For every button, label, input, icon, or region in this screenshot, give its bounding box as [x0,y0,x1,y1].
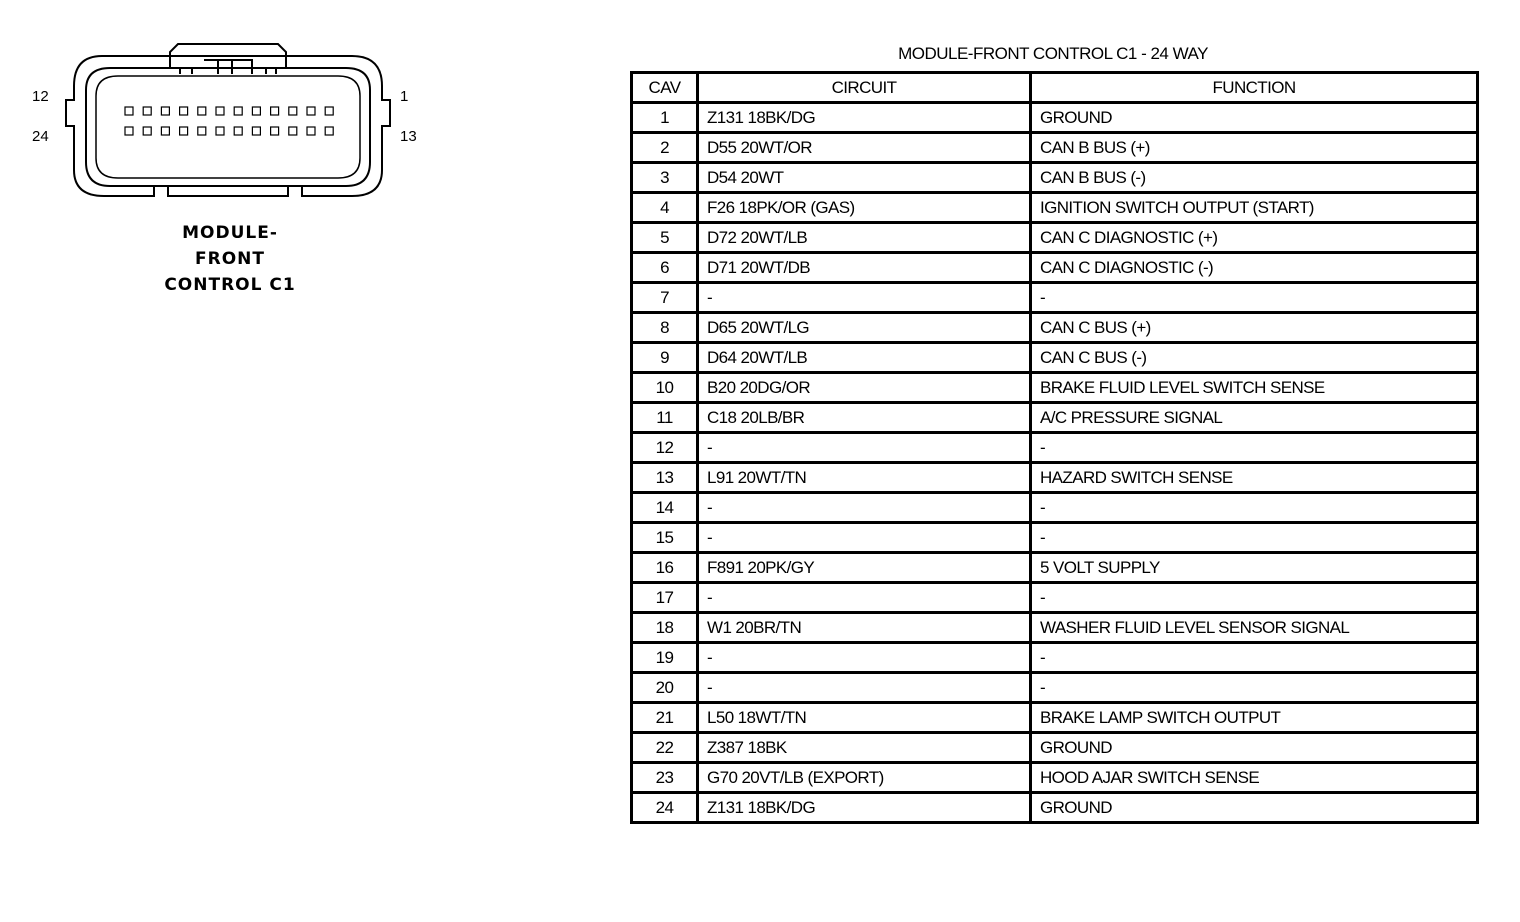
table-row [632,643,1478,673]
connector-pin [307,107,315,115]
cell-cav: 19 [632,643,698,673]
header-circuit: CIRCUIT [698,73,1031,103]
connector-pin [252,127,260,135]
cell-function: - [1031,493,1478,523]
cell-function: IGNITION SWITCH OUTPUT (START) [1031,193,1478,223]
cell-circuit: D64 20WT/LB [698,343,1031,373]
cell-function: CAN C BUS (-) [1031,343,1478,373]
cell-circuit: W1 20BR/TN [698,613,1031,643]
cell-function: - [1031,523,1478,553]
cell-cav: 10 [632,373,698,403]
connector-pin [325,127,333,135]
cell-function: CAN C BUS (+) [1031,313,1478,343]
cell-cav: 12 [632,433,698,463]
cell-cav: 3 [632,163,698,193]
table-row [632,613,1478,643]
connector-outline [20,30,440,220]
cell-function: - [1031,283,1478,313]
cell-cav: 6 [632,253,698,283]
cell-circuit: Z131 18BK/DG [698,793,1031,823]
cell-function: A/C PRESSURE SIGNAL [1031,403,1478,433]
cell-circuit: - [698,493,1031,523]
cell-circuit: D65 20WT/LG [698,313,1031,343]
connector-pin [307,127,315,135]
pinout-table [630,71,1479,824]
cell-cav: 11 [632,403,698,433]
cell-function: GROUND [1031,793,1478,823]
cell-function: CAN B BUS (-) [1031,163,1478,193]
connector-pin [271,107,279,115]
cell-function: CAN C DIAGNOSTIC (-) [1031,253,1478,283]
header-function: FUNCTION [1031,73,1478,103]
connector-name-line: MODULE- [182,223,278,243]
cell-circuit: - [698,523,1031,553]
pin-label-bottom-right: 13 [400,128,417,145]
table-row [632,163,1478,193]
header-cav: CAV [632,73,698,103]
cell-circuit: D54 20WT [698,163,1031,193]
cell-circuit: - [698,583,1031,613]
table-row [632,283,1478,313]
cell-cav: 21 [632,703,698,733]
connector-pin [180,107,188,115]
cell-circuit: D71 20WT/DB [698,253,1031,283]
table-row [632,583,1478,613]
cell-cav: 5 [632,223,698,253]
cell-function: 5 VOLT SUPPLY [1031,553,1478,583]
table-row [632,433,1478,463]
pin-label-bottom-left: 24 [32,128,49,145]
cell-cav: 4 [632,193,698,223]
cell-cav: 17 [632,583,698,613]
connector-pin [325,107,333,115]
connector-pin [143,127,151,135]
table-row [632,763,1478,793]
cell-circuit: Z387 18BK [698,733,1031,763]
connector-face-diagram [20,30,440,220]
pin-label-top-left: 12 [32,88,49,105]
table-row [632,553,1478,583]
cell-circuit: Z131 18BK/DG [698,103,1031,133]
cell-circuit: L91 20WT/TN [698,463,1031,493]
cell-function: - [1031,643,1478,673]
connector-pin [216,127,224,135]
cell-cav: 20 [632,673,698,703]
connector-pin [161,107,169,115]
cell-circuit: F26 18PK/OR (GAS) [698,193,1031,223]
connector-pin [161,127,169,135]
connector-name-line: CONTROL C1 [164,275,296,295]
connector-pin [252,107,260,115]
connector-pin [198,107,206,115]
cell-function: CAN C DIAGNOSTIC (+) [1031,223,1478,253]
table-row [632,343,1478,373]
connector-pin [234,107,242,115]
cell-circuit: C18 20LB/BR [698,403,1031,433]
table-row [632,133,1478,163]
connector-pins [125,107,333,135]
cell-cav: 7 [632,283,698,313]
cell-function: HOOD AJAR SWITCH SENSE [1031,763,1478,793]
table-row [632,463,1478,493]
cell-function: BRAKE LAMP SWITCH OUTPUT [1031,703,1478,733]
connector-pin [125,127,133,135]
table-row [632,313,1478,343]
cell-cav: 13 [632,463,698,493]
connector-pin [234,127,242,135]
cell-circuit: B20 20DG/OR [698,373,1031,403]
cell-cav: 18 [632,613,698,643]
cell-cav: 22 [632,733,698,763]
cell-circuit: G70 20VT/LB (EXPORT) [698,763,1031,793]
cell-circuit: - [698,433,1031,463]
cell-circuit: D55 20WT/OR [698,133,1031,163]
table-row [632,223,1478,253]
table-row [632,493,1478,523]
cell-function: - [1031,583,1478,613]
table-row [632,103,1478,133]
connector-pin [143,107,151,115]
cell-cav: 8 [632,313,698,343]
connector-pin [216,107,224,115]
table-row [632,733,1478,763]
cell-cav: 14 [632,493,698,523]
cell-cav: 9 [632,343,698,373]
connector-pin [198,127,206,135]
cell-cav: 16 [632,553,698,583]
cell-function: BRAKE FLUID LEVEL SWITCH SENSE [1031,373,1478,403]
cell-circuit: D72 20WT/LB [698,223,1031,253]
table-row [632,193,1478,223]
cell-function: HAZARD SWITCH SENSE [1031,463,1478,493]
table-row [632,403,1478,433]
table-row [632,523,1478,553]
cell-circuit: L50 18WT/TN [698,703,1031,733]
table-row [632,373,1478,403]
table-row [632,253,1478,283]
connector-pin [289,127,297,135]
cell-function: GROUND [1031,733,1478,763]
cell-cav: 15 [632,523,698,553]
cell-circuit: - [698,643,1031,673]
connector-pin [289,107,297,115]
cell-cav: 23 [632,763,698,793]
cell-circuit: F891 20PK/GY [698,553,1031,583]
cell-function: WASHER FLUID LEVEL SENSOR SIGNAL [1031,613,1478,643]
connector-pin [271,127,279,135]
cell-function: CAN B BUS (+) [1031,133,1478,163]
cell-cav: 24 [632,793,698,823]
table-header-row [632,73,1478,103]
connector-name-line: FRONT [195,249,265,269]
table-row [632,703,1478,733]
cell-function: GROUND [1031,103,1478,133]
table-row [632,793,1478,823]
connector-pin [180,127,188,135]
connector-pin [125,107,133,115]
cell-circuit: - [698,283,1031,313]
cell-function: - [1031,433,1478,463]
pin-label-top-right: 1 [400,88,409,105]
cell-cav: 2 [632,133,698,163]
cell-function: - [1031,673,1478,703]
table-row [632,673,1478,703]
connector-name [150,220,310,298]
cell-cav: 1 [632,103,698,133]
table-title: MODULE-FRONT CONTROL C1 - 24 WAY [898,44,1208,63]
cell-circuit: - [698,673,1031,703]
